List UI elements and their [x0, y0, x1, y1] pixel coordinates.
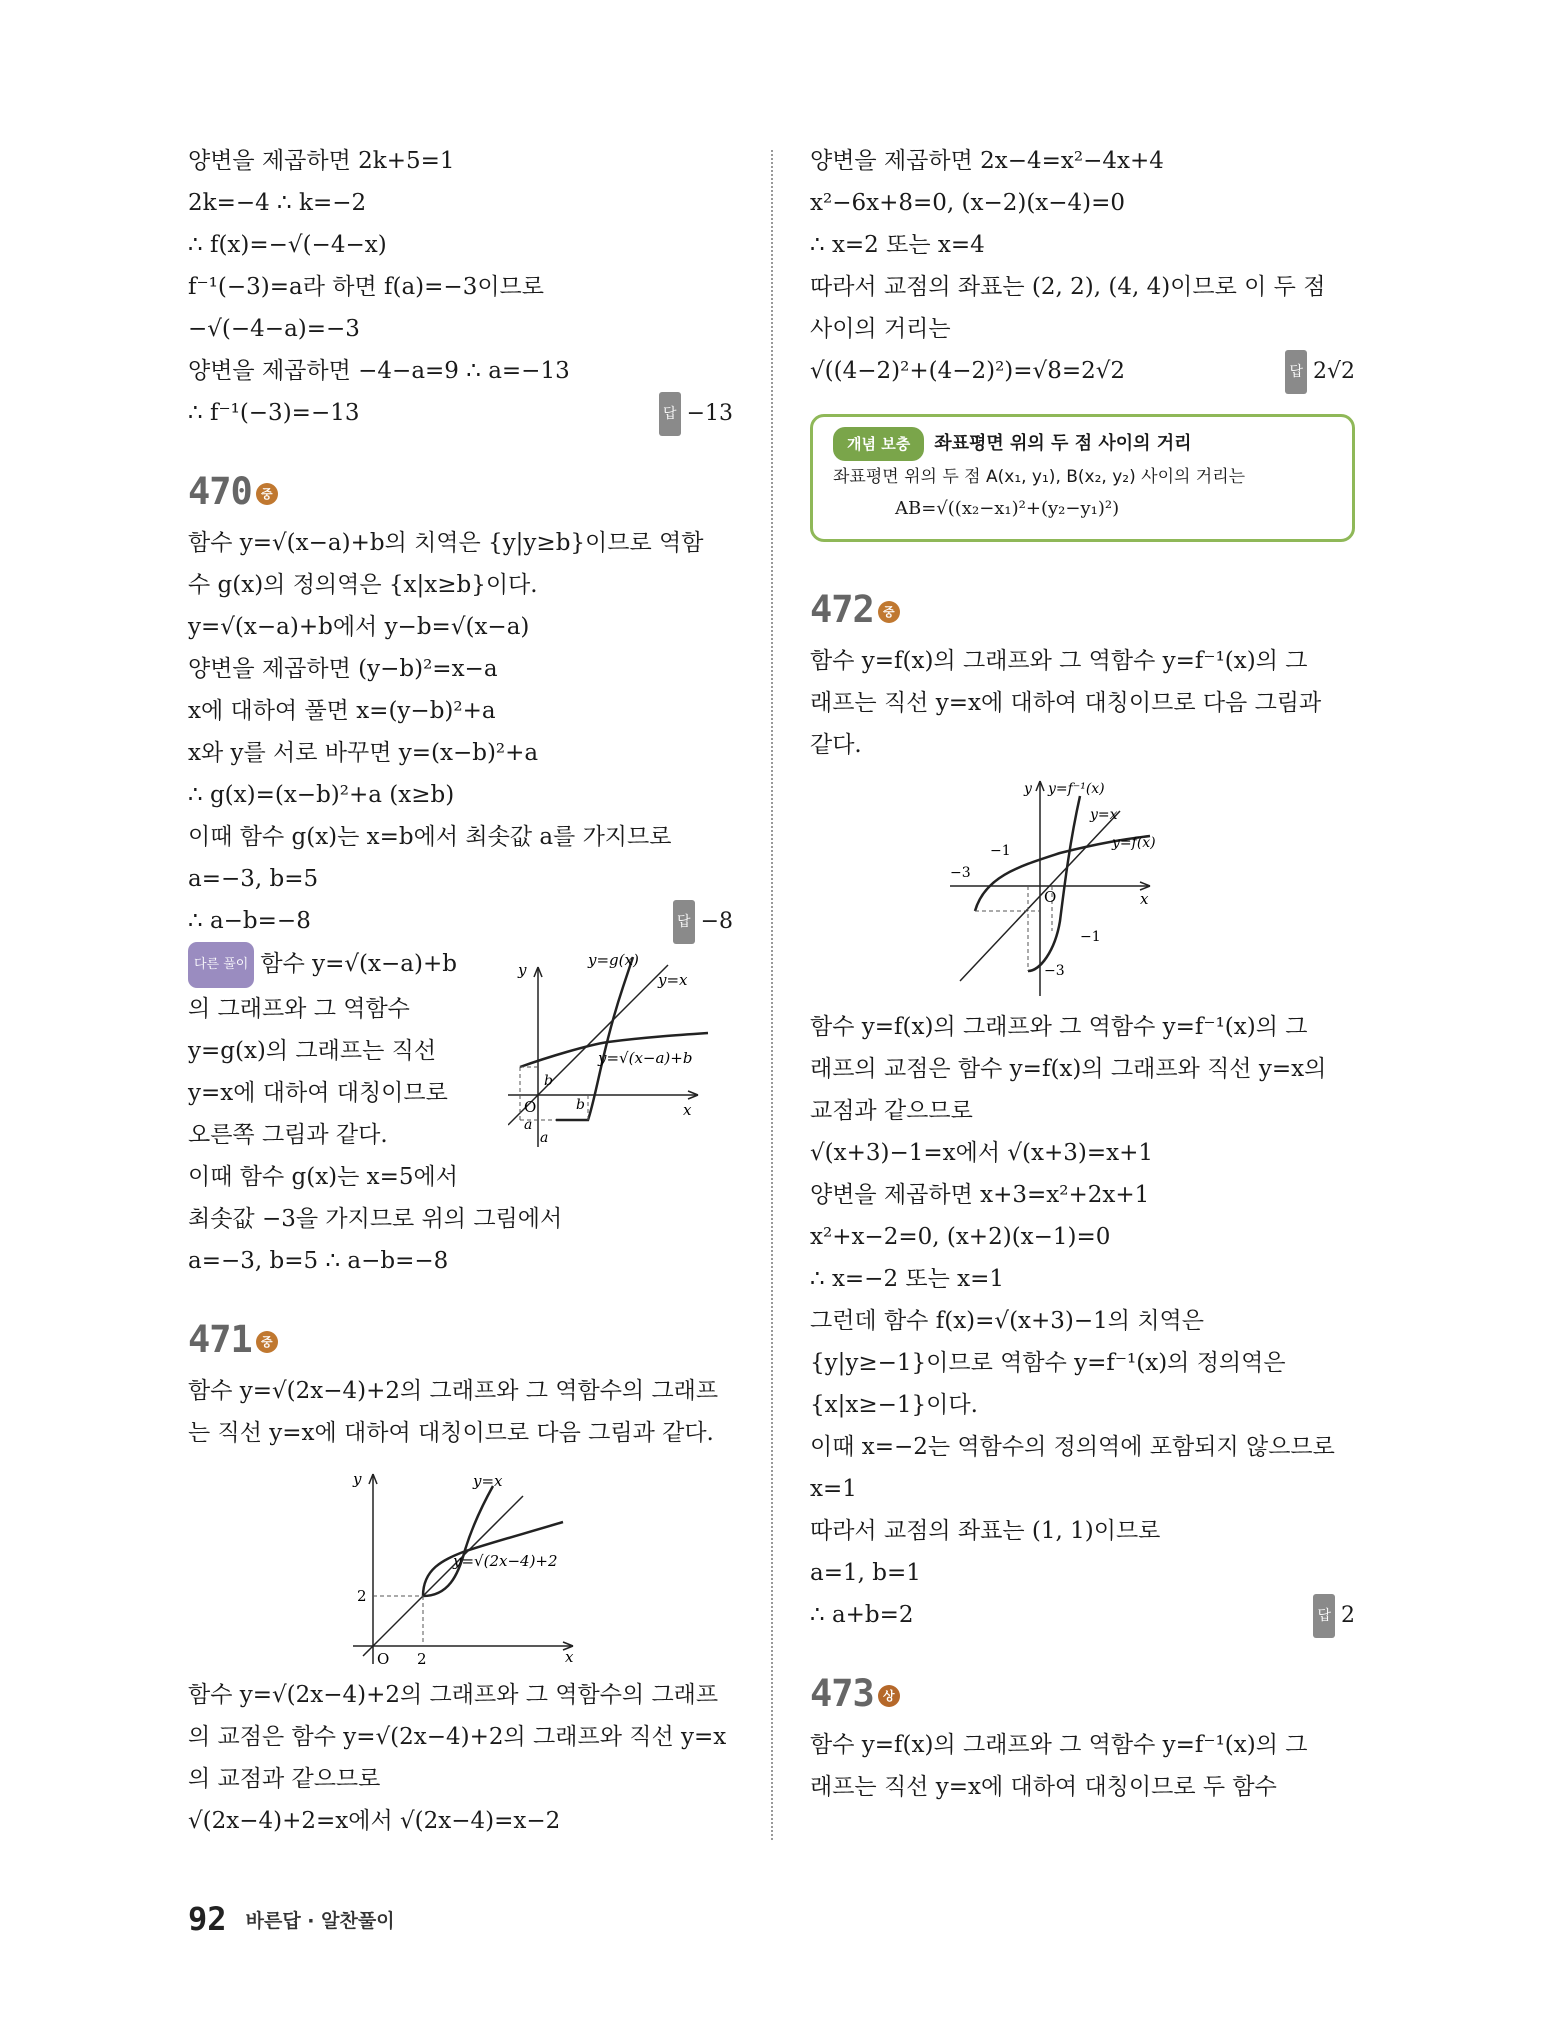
- text-line: a=−3, b=5 ∴ a−b=−8: [188, 1248, 449, 1274]
- text-line: ∴ x=2 또는 x=4: [810, 232, 985, 258]
- concept-title: 좌표평면 위의 두 점 사이의 거리: [934, 433, 1192, 454]
- problem-number: 472: [810, 588, 874, 631]
- page-number: 92: [188, 1900, 227, 1938]
- answer-tag: 답: [673, 900, 695, 944]
- graph-472: [940, 771, 1240, 1001]
- text-content: √((4−2)²+(4−2)²)=√8=2√2: [810, 358, 1126, 384]
- text-line: 따라서 교점의 좌표는 (1, 1)이므로: [810, 1518, 1161, 1544]
- text-line: 래프는 직선 y=x에 대하여 대칭이므로 다음 그림과: [810, 690, 1322, 716]
- label-b: b: [576, 1097, 585, 1113]
- text-line: 함수 y=f(x)의 그래프와 그 역함수 y=f⁻¹(x)의 그: [810, 648, 1308, 674]
- text-line: 수 g(x)의 정의역은 {x|x≥b}이다.: [188, 572, 538, 598]
- label-f: y=√(2x−4)+2: [453, 1552, 558, 1570]
- text-line: 함수 y=√(2x−4)+2의 그래프와 그 역함수의 그래프: [188, 1378, 719, 1404]
- text-line: x와 y를 서로 바꾸면 y=(x−b)²+a: [188, 740, 539, 766]
- text-line: 최솟값 −3을 가지므로 위의 그림에서: [188, 1206, 563, 1232]
- answer-value: −8: [700, 909, 733, 934]
- text-line: a=−3, b=5: [188, 866, 319, 892]
- text-line: 래프는 직선 y=x에 대하여 대칭이므로 두 함수: [810, 1774, 1277, 1800]
- label-a: a: [540, 1130, 549, 1146]
- answer: [659, 392, 733, 436]
- curve-inverse: [423, 1486, 493, 1596]
- curve-inverse: [1028, 796, 1080, 971]
- tick-minus-1: −1: [1080, 929, 1101, 945]
- concept-box: [810, 414, 1355, 542]
- problem-number: 470: [188, 470, 252, 513]
- text-line: 함수 y=f(x)의 그래프와 그 역함수 y=f⁻¹(x)의 그: [810, 1014, 1308, 1040]
- answer: [1285, 350, 1355, 394]
- graph-470: [508, 947, 738, 1167]
- text-line: 양변을 제곱하면 2x−4=x²−4x+4: [810, 148, 1164, 174]
- text-line: 함수 y=√(2x−4)+2의 그래프와 그 역함수의 그래프: [188, 1682, 719, 1708]
- text-line: 함수 y=√(x−a)+b의 치역은 {y|y≥b}이므로 역함: [188, 530, 704, 556]
- level-badge: 중: [256, 483, 278, 505]
- concept-tag: 개념 보충: [833, 427, 924, 461]
- x-axis-label: x: [1140, 890, 1149, 908]
- text-line: 이때 함수 g(x)는 x=5에서: [188, 1164, 458, 1190]
- tick-minus-3: −3: [950, 865, 971, 881]
- text-line: 양변을 제곱하면 2k+5=1: [188, 148, 455, 174]
- page-footer: [188, 1900, 395, 1938]
- label-a: a: [524, 1117, 533, 1133]
- graph-471-container: [188, 1454, 733, 1674]
- tick-minus-3: −3: [1044, 963, 1065, 979]
- text-line: y=g(x)의 그래프는 직선: [188, 1038, 437, 1064]
- label-b: b: [544, 1073, 553, 1089]
- origin-label: O: [524, 1098, 537, 1116]
- text-line: 따라서 교점의 좌표는 (2, 2), (4, 4)이므로 이 두 점: [810, 274, 1326, 300]
- text-line: f⁻¹(−3)=a라 하면 f(a)=−3이므로: [188, 274, 544, 300]
- line-y-eq-x: [363, 1496, 523, 1656]
- answer-value: 2√2: [1312, 359, 1355, 384]
- text-line: −√(−4−a)=−3: [188, 316, 360, 342]
- label-y-eq-x: y=x: [658, 971, 688, 989]
- text-line: x²−6x+8=0, (x−2)(x−4)=0: [810, 190, 1126, 216]
- text-line: x에 대하여 풀면 x=(y−b)²+a: [188, 698, 496, 724]
- x-axis-label: x: [683, 1101, 692, 1119]
- alt-solution: [188, 942, 733, 1282]
- text-line: 는 직선 y=x에 대하여 대칭이므로 다음 그림과 같다.: [188, 1420, 714, 1446]
- y-axis-label: y: [518, 961, 527, 979]
- text-line: 양변을 제곱하면 −4−a=9 ∴ a=−13: [188, 358, 570, 384]
- text-line: [188, 392, 733, 434]
- text-content: ∴ f⁻¹(−3)=−13: [188, 400, 360, 426]
- origin-label: O: [1044, 888, 1057, 906]
- concept-formula: AB=√((x₂−x₁)²+(y₂−y₁)²): [895, 498, 1120, 519]
- label-y-eq-x: y=x: [473, 1472, 503, 1490]
- text-line: 이때 x=−2는 역함수의 정의역에 포함되지 않으므로: [810, 1434, 1335, 1460]
- concept-body: 좌표평면 위의 두 점 A(x₁, y₁), B(x₂, y₂) 사이의 거리는: [833, 467, 1246, 487]
- text-line: 이때 함수 g(x)는 x=b에서 최솟값 a를 가지므로: [188, 824, 672, 850]
- text-line: 교점과 같으므로: [810, 1098, 973, 1124]
- column-divider: [771, 150, 773, 1840]
- text-line: 의 교점과 같으므로: [188, 1766, 381, 1792]
- text-line: 사이의 거리는: [810, 316, 951, 342]
- graph-472-container: [810, 766, 1355, 1006]
- problem-number-470: [188, 470, 733, 514]
- answer: [673, 900, 733, 944]
- x-axis-label: x: [565, 1648, 574, 1666]
- text-line: ∴ x=−2 또는 x=1: [810, 1266, 1005, 1292]
- origin-label: O: [377, 1650, 390, 1668]
- text-line: 양변을 제곱하면 (y−b)²=x−a: [188, 656, 498, 682]
- text-line: [810, 350, 1355, 392]
- problem-number-471: [188, 1318, 733, 1362]
- answer: [1313, 1594, 1355, 1638]
- level-badge: 중: [256, 1331, 278, 1353]
- text-content: ∴ a−b=−8: [188, 908, 311, 934]
- right-column: [810, 140, 1355, 1808]
- text-line: ∴ g(x)=(x−b)²+a (x≥b): [188, 782, 455, 808]
- text-line: 함수 y=f(x)의 그래프와 그 역함수 y=f⁻¹(x)의 그: [810, 1732, 1308, 1758]
- answer-value: −13: [686, 401, 733, 426]
- text-line: 의 그래프와 그 역함수: [188, 996, 410, 1022]
- text-line: 의 교점은 함수 y=√(2x−4)+2의 그래프와 직선 y=x: [188, 1724, 727, 1750]
- text-line: x=1: [810, 1476, 857, 1502]
- text-line: 양변을 제곱하면 x+3=x²+2x+1: [810, 1182, 1150, 1208]
- tick-minus-1: −1: [990, 843, 1011, 859]
- text-line: 2k=−4 ∴ k=−2: [188, 190, 367, 216]
- answer-value: 2: [1341, 1603, 1355, 1628]
- text-line: √(2x−4)+2=x에서 √(2x−4)=x−2: [188, 1808, 561, 1834]
- y-axis-label: y: [1024, 781, 1032, 797]
- alt-solution-tag: 다른 풀이: [188, 942, 254, 988]
- y-axis-label: y: [353, 1470, 362, 1488]
- label-f: y=√(x−a)+b: [598, 1049, 693, 1067]
- label-g: y=g(x): [588, 951, 639, 969]
- text-line: ∴ f(x)=−√(−4−x): [188, 232, 387, 258]
- tick-x-2: 2: [417, 1650, 427, 1668]
- text-line: 같다.: [810, 732, 862, 758]
- text-line: x²+x−2=0, (x+2)(x−1)=0: [810, 1224, 1111, 1250]
- text-line: y=√(x−a)+b에서 y−b=√(x−a): [188, 614, 530, 640]
- text-content: 함수 y=√(x−a)+b: [260, 951, 457, 977]
- problem-number: 471: [188, 1318, 252, 1361]
- text-line: √(x+3)−1=x에서 √(x+3)=x+1: [810, 1140, 1153, 1166]
- text-line: 그런데 함수 f(x)=√(x+3)−1의 치역은: [810, 1308, 1204, 1334]
- concept-head: [833, 427, 1334, 461]
- label-y-eq-x: y=x: [1090, 807, 1118, 823]
- text-content: ∴ a+b=2: [810, 1602, 914, 1628]
- text-line: y=x에 대하여 대칭이므로: [188, 1080, 448, 1106]
- footer-title: 바른답 · 알찬풀이: [245, 1910, 395, 1932]
- text-line: {x|x≥−1}이다.: [810, 1392, 978, 1418]
- graph-471: [333, 1464, 613, 1669]
- answer-tag: 답: [1313, 1594, 1335, 1638]
- level-badge: 상: [878, 1685, 900, 1707]
- problem-number-473: [810, 1672, 1355, 1716]
- label-inverse: y=f⁻¹(x): [1048, 781, 1105, 797]
- answer-tag: 답: [1285, 350, 1307, 394]
- level-badge: 중: [878, 601, 900, 623]
- tick-y-2: 2: [357, 1587, 367, 1605]
- text-line: [188, 900, 733, 942]
- text-line: 오른쪽 그림과 같다.: [188, 1122, 388, 1148]
- left-column: [188, 140, 733, 1842]
- problem-number-472: [810, 588, 1355, 632]
- label-f: y=f(x): [1112, 835, 1156, 851]
- text-line: 래프의 교점은 함수 y=f(x)의 그래프와 직선 y=x의: [810, 1056, 1327, 1082]
- text-line: {y|y≥−1}이므로 역함수 y=f⁻¹(x)의 정의역은: [810, 1350, 1286, 1376]
- problem-number: 473: [810, 1672, 874, 1715]
- text-line: [810, 1594, 1355, 1636]
- answer-tag: 답: [659, 392, 681, 436]
- text-line: a=1, b=1: [810, 1560, 921, 1586]
